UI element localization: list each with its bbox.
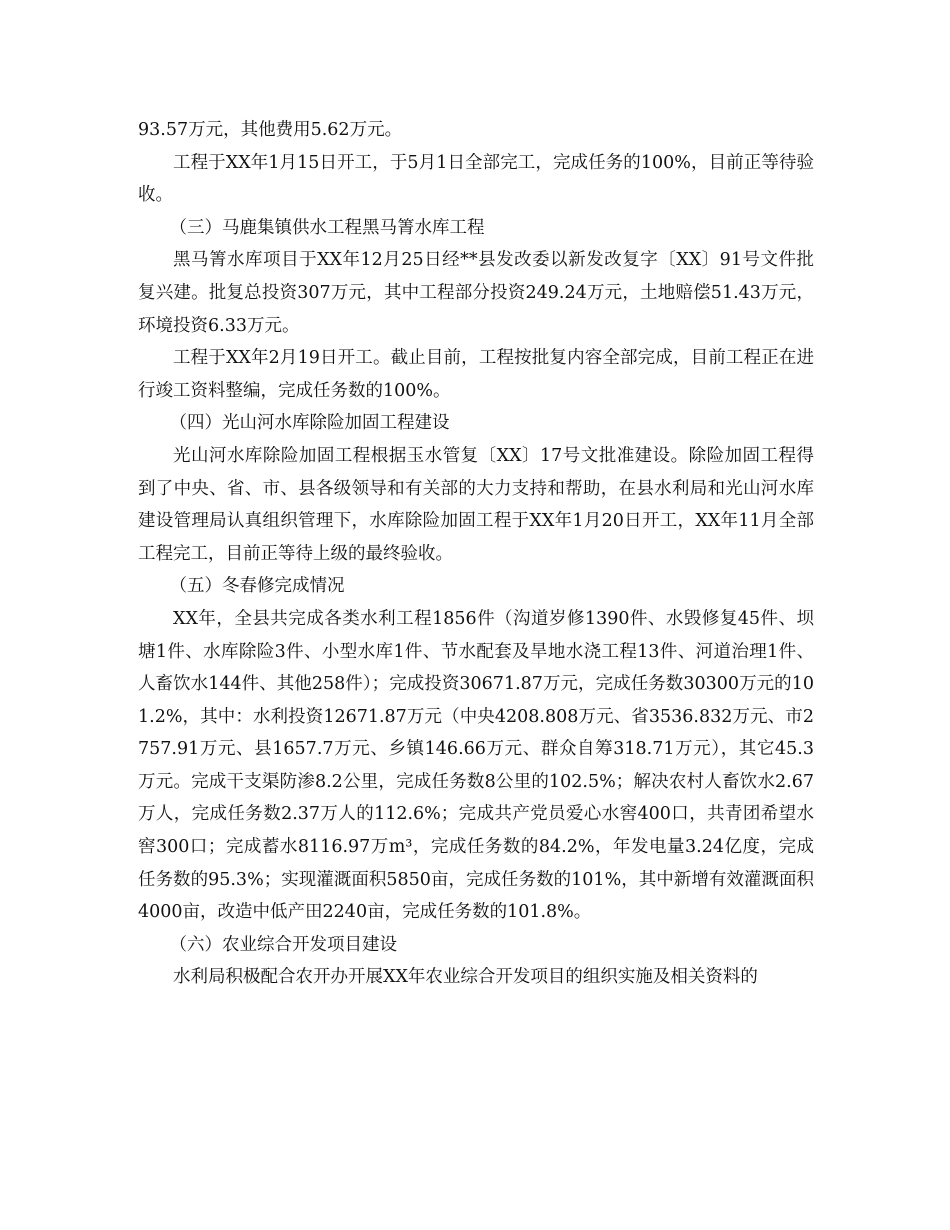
paragraph-cost-tail: 93.57万元，其他费用5.62万元。 [138, 120, 403, 140]
paragraph-reservoir-approval: 黑马箐水库项目于XX年12月25日经**县发改委以新发改复字〔XX〕91号文件批复兴建。批复总投资307万元，其中工程部分投资249.24万元，土地赔偿51.43万元，环境投资6.33万元。 [138, 250, 814, 336]
paragraph-agri-dev: 水利局积极配合农开办开展XX年农业综合开发项目的组织实施及相关资料的 [173, 967, 758, 988]
paragraph-reinforcement: 光山河水库除险加固工程根据玉水管复〔XX〕17号文批准建设。除险加固工程得到了中央、省、市、县各级领导和有关部的大力支持和帮助，在县水利局和光山河水库建设管理局认真组织管理下，水库除险加固工程于XX年1月20日开工，XX年11月全部工程完工，目前正等待上级的最终验收。 [138, 445, 814, 564]
paragraph-project-completion: 工程于XX年1月15日开工，于5月1日全部完工，完成任务的100%，目前正等待验收。 [138, 152, 814, 206]
section-heading-5: （五）冬春修完成情况 [169, 576, 345, 597]
paragraph-winter-spring: XX年，全县共完成各类水利工程1856件（沟道岁修1390件、水毁修复45件、坝塘1件、水库除险3件、小型水库1件、节水配套及旱地水浇工程13件、河道治理1件、人畜饮水144件、其他258件）；完成投资30671.87万元，完成任务数30300万元的101.2%，其中：水利投资12671.87万元（中央4208.808万元、省3536.832万元、市2757.91万元、县1657.7万元、乡镇146.66万元、群众自筹318.71万元），其它45.3万元。完成干支渠防渗8.2公里，完成任务数8公里的102.5%；解决农村人畜饮水2.67万人，完成任务数2.37万人的112.6%；完成共产党员爱心水窖400口，共青团希望水窖300口；完成蓄水8116.97万m³，完成任务数的84.2%，年发电量3.24亿度，完成任务数的95.3%；实现灌溉面积5850亩，完成任务数的101%，其中新增有效灌溉面积4000亩，改造中低产田2240亩，完成任务数的101.8%。 [138, 608, 814, 923]
section-heading-4: （四）光山河水库除险加固工程建设 [169, 413, 450, 434]
section-heading-6: （六）农业综合开发项目建设 [169, 934, 397, 955]
paragraph-reservoir-progress: 工程于XX年2月19日开工。截止目前，工程按批复内容全部完成，目前工程正在进行竣工资料整编，完成任务数的100%。 [138, 348, 814, 401]
document-body [138, 114, 814, 994]
section-heading-3: （三）马鹿集镇供水工程黑马箐水库工程 [169, 217, 485, 238]
